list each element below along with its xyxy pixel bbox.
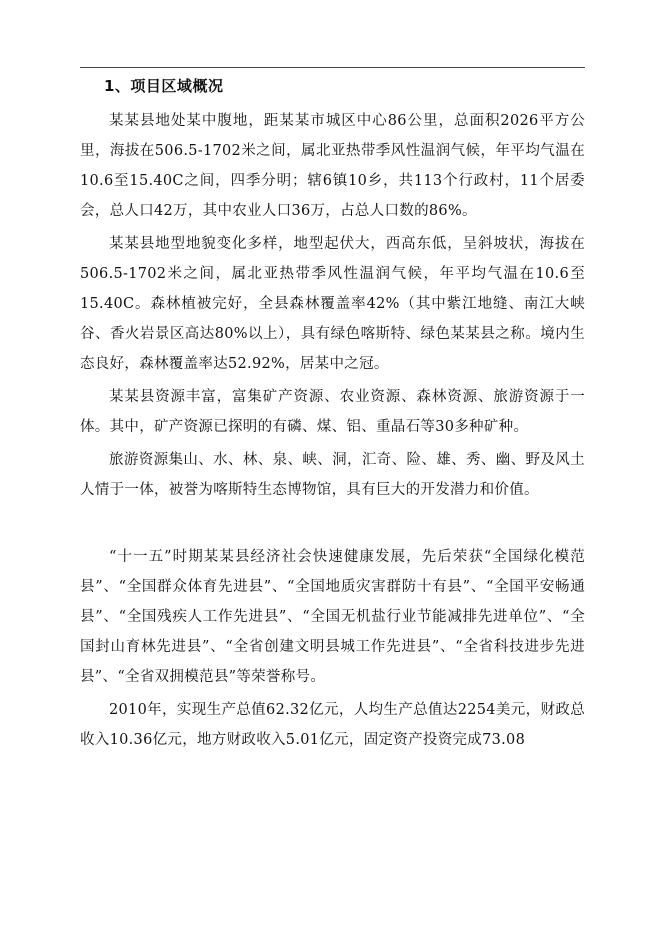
- paragraph-economy: 2010年，实现生产总值62.32亿元，人均生产总值达2254美元，财政总收入10.36亿元，地方财政收入5.01亿元，固定资产投资完成73.08: [80, 702, 585, 748]
- section-title: 1、项目区域概况: [104, 77, 224, 95]
- paragraph-terrain: 某某县地型地貌变化多样，地型起伏大，西高东低，呈斜坡状，海拔在506.5-1702米之间，属北亚热带季风性温润气候，年平均气温在10.6至15.40C。森林植被完好，全县森林覆盖率42%（其中紫江地缝、南江大峡谷、香火岩景区高达80%以上），具有绿色喀斯特、绿色某某县之称。境内生态良好，森林覆盖率达52.92%，居某中之冠。: [80, 236, 585, 372]
- paragraph-resources: 某某县资源丰富，富集矿产资源、农业资源、森林资源、旅游资源于一体。其中，矿产资源已探明的有磷、煤、铝、重晶石等30多种矿种。: [80, 389, 585, 435]
- paragraph-gap: [80, 508, 585, 542]
- header-rule: [80, 67, 585, 68]
- document-body: [80, 74, 585, 758]
- paragraph-honors: “十一五”时期某某县经济社会快速健康发展，先后荣获“全国绿化模范县”、“全国群众体育先进县”、“全国地质灾害群防十有县”、“全国平安畅通县”、“全国残疾人工作先进县”、“全国无机盐行业节能减排先进单位”、“全国封山育林先进县”、“全省创建文明县城工作先进县”、“全省科技进步先进县”、“全省双拥模范县”等荣誉称号。: [80, 549, 585, 685]
- paragraph-tourism: 旅游资源集山、水、林、泉、峡、洞，汇奇、险、雄、秀、幽、野及风土人情于一体，被誉为喀斯特生态博物馆，具有巨大的开发潜力和价值。: [80, 452, 585, 498]
- paragraph-location: 某某县地处某中腹地，距某某市城区中心86公里，总面积2026平方公里，海拔在506.5-1702米之间，属北亚热带季风性温润气候，年平均气温在10.6至15.40C之间，四季分明；辖6镇10乡，共113个行政村，11个居委会，总人口42万，其中农业人口36万，占总人口数的86%。: [80, 113, 585, 219]
